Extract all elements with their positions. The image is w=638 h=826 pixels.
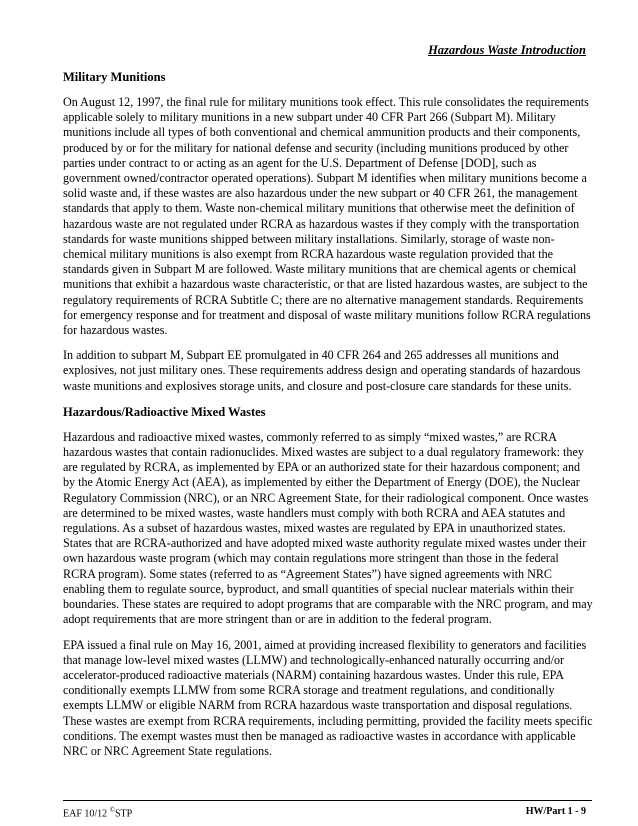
paragraph: Hazardous and radioactive mixed wastes, commonly referred to as simply “mixed wastes,” are RCRA hazardous wastes that contain radionuclides. Mixed wastes are subject to a dual regulatory framework: they are regulated by RCRA, as implemented by EPA or an authorized state for their hazardous component; and by the Atomic Energy Act (AEA), as implemented by either the Department of Energy (DOE), the Nuclear Regulatory Commission (NRC), or an NRC Agreement State, for their radiological component. Once wastes are determined to be mixed wastes, waste handlers must comply with both RCRA and AEA statutes and regulations. As a subset of hazardous wastes, mixed wastes are regulated by EPA in unauthorized states. States that are RCRA-authorized and have adopted mixed waste authority regulate mixed wastes under their own hazardous waste program (which may contain regulations more stringent than those in the federal RCRA program). Some states (referred to as “Agreement States”) have signed agreements with NRC enabling them to regulate source, byproduct, and small quantities of special nuclear materials within their boundaries. These states are required to adopt programs that are comparable with the NRC program, and may adopt requirements that are more stringent than or are in addition to the federal program. <box>63 429 593 627</box>
paragraph: On August 12, 1997, the final rule for military munitions took effect. This rule consolidates the requirements applicable solely to military munitions in a new subpart under 40 CFR Part 266 (Subpart M). Military munitions include all types of both conventional and chemical ammunition products and their components, produced by or for the military for national defense and security (including munitions produced by other parties under contract to or acting as an agent for the U.S. Department of Defense [DOD], such as government owned/contractor operated operations). Subpart M identifies when military munitions become a solid waste and, if these wastes are also hazardous under the new subpart or 40 CFR 261, the management standards that apply to them. Waste non-chemical military munitions that otherwise meet the definition of hazardous waste are not regulated under RCRA as hazardous wastes if they comply with the transportation standards for waste munitions shipped between military installations. Similarly, storage of waste non-chemical military munitions is also exempt from RCRA hazardous waste regulation provided that the standards given in Subpart M are followed. Waste military munitions that are chemical agents or chemical munitions that exhibit a hazardous waste characteristic, or that are listed hazardous wastes, are subject to the regulatory requirements of RCRA Subtitle C; there are no alternative management standards. Requirements for emergency response and for treatment and disposal of waste military munitions follow RCRA regulations for hazardous wastes. <box>63 95 591 338</box>
section-mixed-wastes <box>63 404 593 759</box>
running-header-title: Hazardous Waste Introduction <box>428 43 586 57</box>
section-heading: Hazardous/Radioactive Mixed Wastes <box>63 404 266 419</box>
footer-left-label <box>63 806 132 819</box>
page-body <box>63 69 593 769</box>
footer-left-text: EAF 10/12 <box>63 808 110 820</box>
section-heading: Military Munitions <box>63 70 166 84</box>
section-military-munitions <box>63 69 593 394</box>
paragraph: In addition to subpart M, Subpart EE promulgated in 40 CFR 264 and 265 addresses all munitions and explosives, not just military ones. These requirements address design and operating standards of hazardous waste munitions and explosives storage units, and closure and post-closure care standards for these units. <box>63 348 581 393</box>
footer-left-text-2: STP <box>115 808 133 820</box>
copyright-mark: © <box>109 806 115 814</box>
page-number: HW/Part 1 - 9 <box>525 806 586 817</box>
paragraph: EPA issued a final rule on May 16, 2001, aimed at providing increased flexibility to generators and facilities that manage low-level mixed wastes (LLMW) and technologically-enhanced naturally occurring and/or accelerator-produced radioactive materials (NARM) containing hazardous wastes. Under this rule, EPA conditionally exempts LLMW from some RCRA storage and treatment regulations, and conditionally exempts LLMW or eligible NARM from RCRA hazardous waste transportation and disposal regulations. These wastes are exempt from RCRA requirements, including permitting, provided the facility meets specific conditions. The exempt wastes must then be managed as radioactive wastes in accordance with applicable NRC or NRC Agreement State regulations. <box>63 637 593 758</box>
footer-divider <box>63 800 592 801</box>
